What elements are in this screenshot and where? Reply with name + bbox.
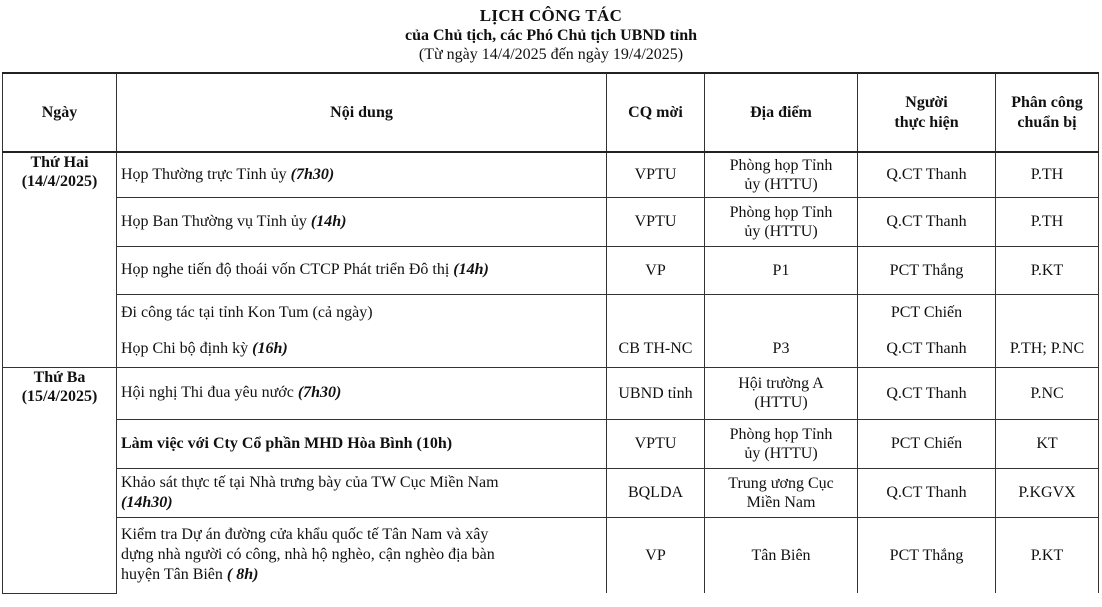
col-header-executor bbox=[858, 73, 996, 152]
time-text: (7h30) bbox=[297, 384, 342, 401]
location-line2: ủy (HTTU) bbox=[744, 222, 818, 240]
location-cell bbox=[705, 367, 858, 419]
content-cell bbox=[117, 367, 607, 419]
content-line3 bbox=[121, 565, 602, 585]
col-header-location: Địa điểm bbox=[705, 73, 858, 152]
inviter-cell: VPTU bbox=[607, 152, 705, 197]
content-cell bbox=[117, 294, 607, 367]
table-row bbox=[3, 419, 1099, 468]
inviter-cell: VP bbox=[607, 246, 705, 294]
prep-cell: P.KT bbox=[996, 517, 1099, 593]
location-line2: ủy (HTTU) bbox=[744, 175, 818, 193]
schedule-table bbox=[2, 72, 1099, 594]
col-header-inviter: CQ mời bbox=[607, 73, 705, 152]
table-row bbox=[3, 246, 1099, 294]
time-text: (16h) bbox=[252, 339, 288, 357]
location-cell bbox=[705, 468, 858, 517]
time-text: (14h30) bbox=[121, 493, 173, 511]
date-range: (Từ ngày 14/4/2025 đến ngày 19/4/2025) bbox=[418, 46, 684, 63]
location-line1: Hội trường A bbox=[738, 375, 824, 392]
inviter-cell: VPTU bbox=[607, 197, 705, 246]
day-date: (14/4/2025) bbox=[21, 173, 98, 190]
sub-blank bbox=[709, 295, 853, 331]
sub-item-1 bbox=[121, 295, 602, 331]
col-header-prep-line1: Phân công bbox=[1011, 93, 1083, 111]
day-name: Thứ Hai bbox=[30, 154, 89, 171]
day-name: Thứ Ba bbox=[33, 368, 86, 386]
prep-cell: P.TH bbox=[996, 152, 1099, 197]
location-cell bbox=[705, 152, 858, 197]
content-text: Khảo sát thực tế tại Nhà trưng bày của TW Cục Miền Nam bbox=[121, 473, 499, 491]
location-line2: Miền Nam bbox=[746, 493, 816, 511]
executor-cell: Q.CT Thanh bbox=[858, 197, 996, 246]
location-cell bbox=[705, 197, 858, 246]
content-cell bbox=[117, 246, 607, 294]
prep-cell bbox=[996, 294, 1099, 367]
executor-cell: Q.CT Thanh bbox=[858, 367, 996, 419]
document-subtitle: của Chủ tịch, các Phó Chủ tịch UBND tỉnh bbox=[404, 27, 698, 44]
prep-cell: P.KGVX bbox=[996, 468, 1099, 517]
day-cell-monday bbox=[3, 152, 117, 367]
location-cell: Tân Biên bbox=[705, 517, 858, 593]
inviter-cell: VPTU bbox=[607, 419, 705, 468]
executor-cell: Q.CT Thanh bbox=[858, 468, 996, 517]
executor-cell: PCT Thắng bbox=[858, 517, 996, 593]
col-header-prep-line2: chuẩn bị bbox=[1017, 113, 1077, 131]
executor-text: Q.CT Thanh bbox=[886, 339, 967, 357]
time-text: (7h30) bbox=[290, 165, 335, 183]
location-text: P3 bbox=[772, 339, 790, 357]
table-row bbox=[3, 152, 1099, 197]
location-cell bbox=[705, 294, 858, 367]
location-line2: (HTTU) bbox=[754, 394, 808, 411]
location-line1: Phòng họp Tỉnh bbox=[729, 203, 833, 221]
content-line2: dựng nhà người có công, nhà hộ nghèo, cận nghèo địa bàn bbox=[121, 546, 495, 564]
prep-cell: P.TH bbox=[996, 197, 1099, 246]
day-cell-tuesday bbox=[3, 367, 117, 593]
content-cell bbox=[117, 152, 607, 197]
document-title: LỊCH CÔNG TÁC bbox=[479, 6, 623, 25]
table-row bbox=[3, 294, 1099, 367]
content-cell bbox=[117, 468, 607, 517]
content-text: Họp Chi bộ định kỳ bbox=[121, 339, 249, 357]
content-text: Đi công tác tại tỉnh Kon Tum (cả ngày) bbox=[121, 303, 373, 321]
time-text: (14h) bbox=[310, 212, 347, 230]
content-text: huyện Tân Biên bbox=[121, 566, 223, 584]
time-text: (14h) bbox=[453, 261, 489, 278]
content-cell bbox=[117, 517, 607, 593]
content-line1: Kiểm tra Dự án đường cửa khẩu quốc tế Tân Nam và xây bbox=[121, 526, 489, 544]
sub-blank bbox=[1000, 295, 1094, 331]
prep-cell: KT bbox=[996, 419, 1099, 468]
location-line2: ủy (HTTU) bbox=[744, 444, 818, 462]
location-line1: Phòng họp Tỉnh bbox=[729, 425, 833, 443]
header-row bbox=[3, 73, 1099, 152]
executor-cell: Q.CT Thanh bbox=[858, 152, 996, 197]
table-row bbox=[3, 517, 1099, 593]
content-cell bbox=[117, 197, 607, 246]
inviter-cell bbox=[607, 294, 705, 367]
location-line1: Phòng họp Tỉnh bbox=[729, 156, 833, 174]
prep-cell: P.KT bbox=[996, 246, 1099, 294]
executor-text: PCT Chiến bbox=[890, 303, 963, 321]
location-cell: P1 bbox=[705, 246, 858, 294]
col-header-executor-line2: thực hiện bbox=[894, 113, 959, 131]
content-text: Họp nghe tiến độ thoái vốn CTCP Phát triển Đô thị bbox=[121, 261, 450, 278]
col-header-content: Nội dung bbox=[117, 73, 607, 152]
col-header-executor-line1: Người bbox=[905, 93, 948, 111]
executor-cell: PCT Chiến bbox=[858, 419, 996, 468]
col-header-prep bbox=[996, 73, 1099, 152]
inviter-cell: UBND tỉnh bbox=[607, 367, 705, 419]
time-text: ( 8h) bbox=[226, 566, 259, 584]
location-line1: Trung ương Cục bbox=[728, 474, 834, 492]
sub-item-2 bbox=[121, 331, 602, 367]
table-row bbox=[3, 468, 1099, 517]
executor-cell bbox=[858, 294, 996, 367]
content-text: Hội nghị Thi đua yêu nước bbox=[121, 384, 294, 401]
table-row bbox=[3, 367, 1099, 419]
inviter-cell: BQLDA bbox=[607, 468, 705, 517]
content-cell: Làm việc với Cty Cổ phần MHD Hòa Bình (10h) bbox=[117, 419, 607, 468]
content-text: Họp Ban Thường vụ Tỉnh ủy bbox=[121, 212, 307, 230]
inviter-cell: VP bbox=[607, 517, 705, 593]
prep-text: P.TH; P.NC bbox=[1009, 339, 1085, 357]
location-cell bbox=[705, 419, 858, 468]
prep-cell: P.NC bbox=[996, 367, 1099, 419]
content-text: Họp Thường trực Tỉnh ủy bbox=[121, 165, 287, 183]
sub-blank bbox=[611, 295, 700, 331]
executor-cell: PCT Thắng bbox=[858, 246, 996, 294]
col-header-day: Ngày bbox=[3, 73, 117, 152]
document-header bbox=[0, 6, 1102, 64]
table-row bbox=[3, 197, 1099, 246]
day-date: (15/4/2025) bbox=[21, 387, 98, 405]
inviter-text: CB TH-NC bbox=[618, 339, 693, 357]
